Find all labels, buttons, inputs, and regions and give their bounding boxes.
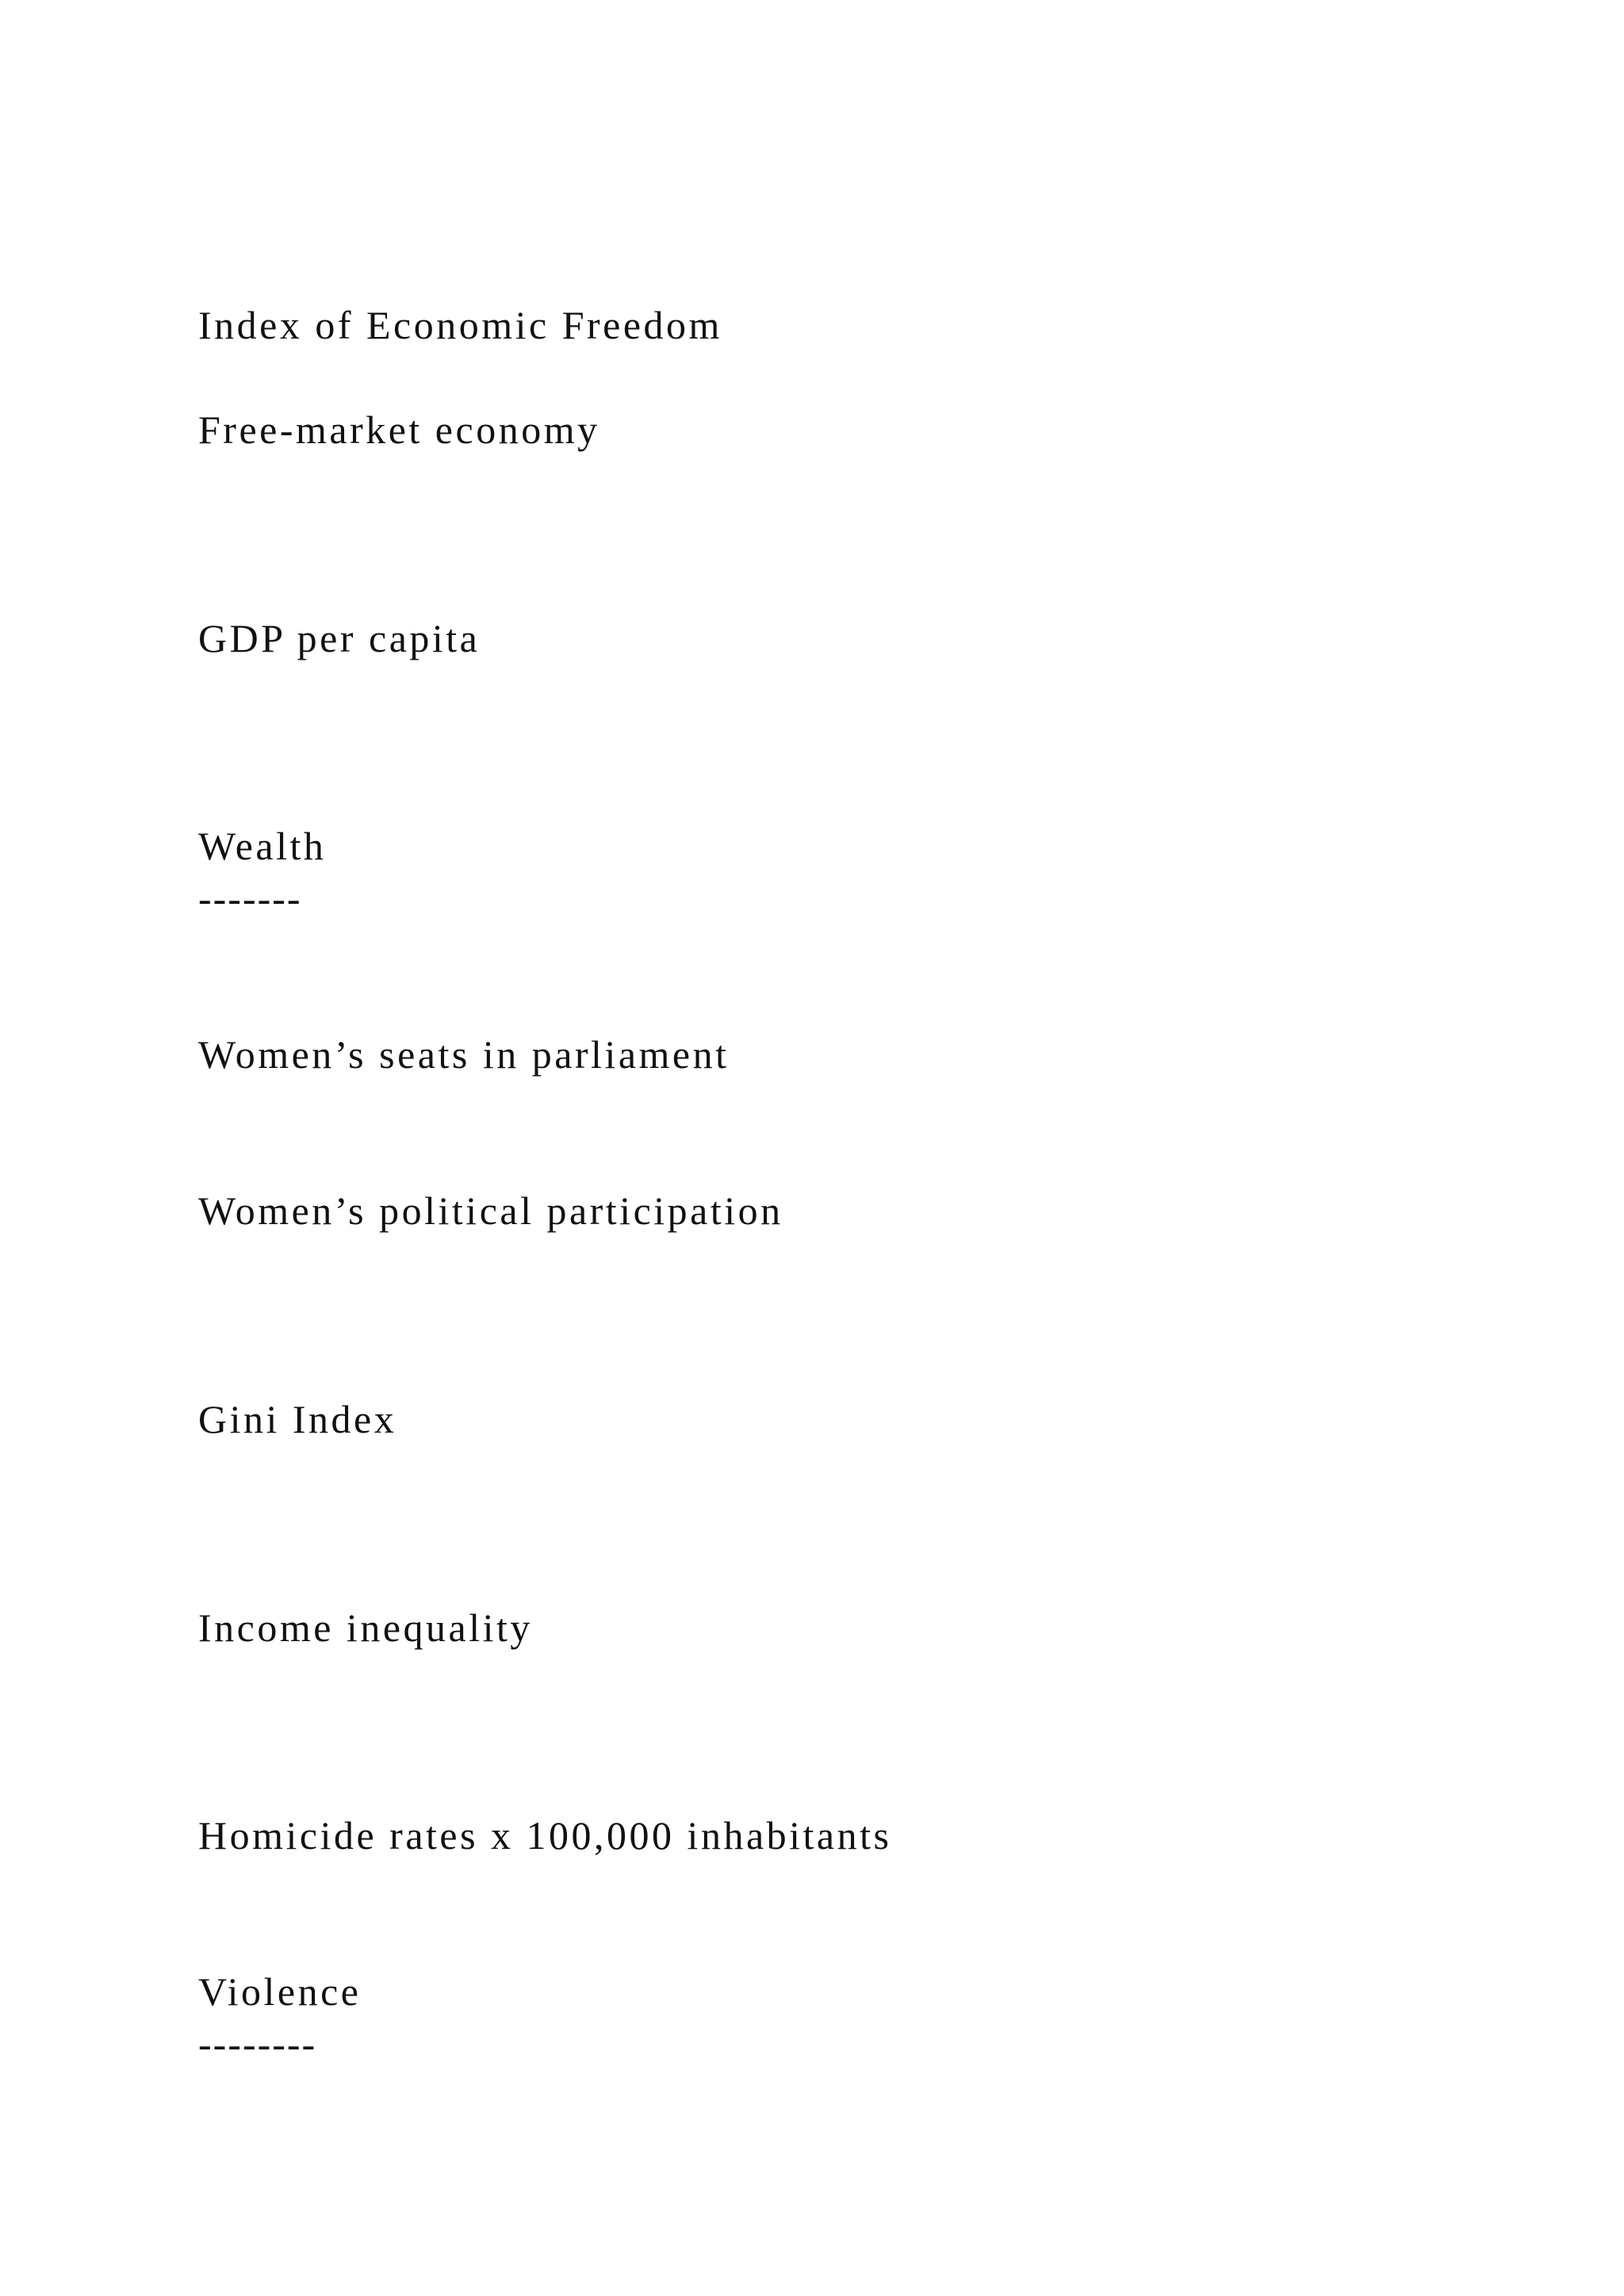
text-violence: Violence: [198, 1969, 362, 2014]
dash-separator-wealth: -------: [198, 876, 302, 920]
text-free-market-economy: Free-market economy: [198, 408, 600, 452]
dash-separator-violence: --------: [198, 2022, 317, 2066]
text-income-inequality: Income inequality: [198, 1605, 533, 1650]
text-wealth: Wealth: [198, 824, 327, 868]
text-womens-political-participation: Women’s political participation: [198, 1188, 783, 1233]
text-womens-seats-in-parliament: Women’s seats in parliament: [198, 1032, 730, 1077]
text-homicide-rates: Homicide rates x 100,000 inhabitants: [198, 1813, 892, 1858]
text-index-of-economic-freedom: Index of Economic Freedom: [198, 303, 722, 347]
text-gdp-per-capita: GDP per capita: [198, 616, 481, 660]
text-gini-index: Gini Index: [198, 1397, 397, 1441]
